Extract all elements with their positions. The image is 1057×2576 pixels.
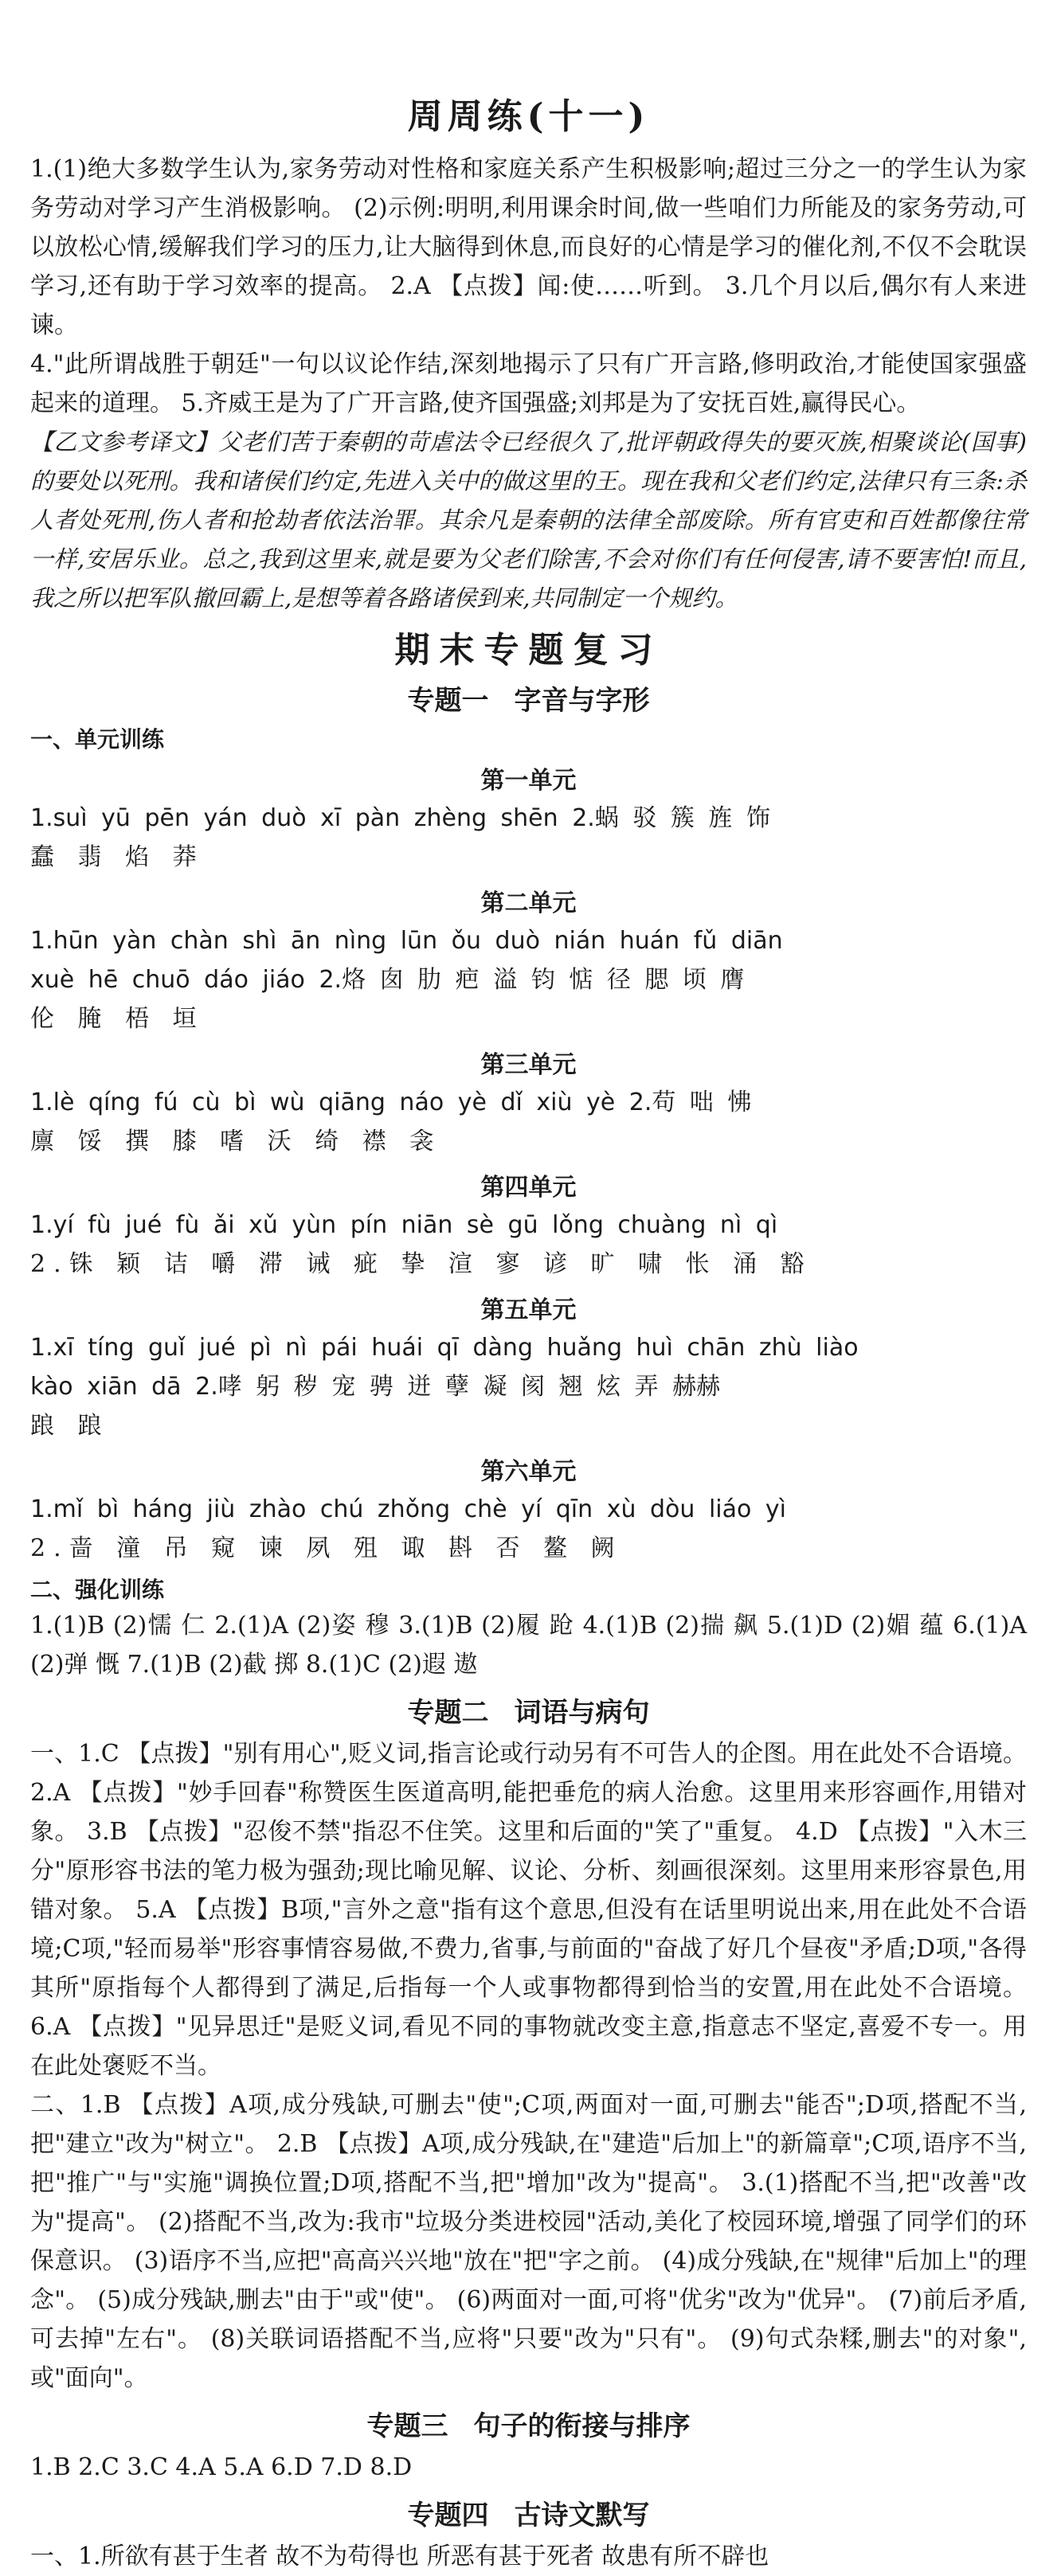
unit-pinyin-line: 1.hūn yàn chàn shì ān nìng lūn ǒu duò nián huán fǔ diān (30, 927, 783, 955)
unit-heading: 第四单元 (480, 1174, 577, 1202)
weekly-title: 周周练(十一) (407, 96, 650, 137)
unit-pinyin-line: kào xiān dā 2.哮 躬 秽 宠 骋 迸 孽 凝 阂 翘 炫 弄 赫赫 (30, 1373, 721, 1401)
unit-hanzi-line: 廪 馁 撰 膝 嗜 沃 绮 襟 衾 (30, 1128, 442, 1155)
unit-pinyin-line: 1.mǐ bì háng jiù zhào chú zhǒng chè yí qīn xù dòu liáo yì (30, 1495, 786, 1523)
topic-title: 字音与字形 (514, 685, 650, 717)
strengthen-answers: 1.(1)B (2)懦 仁 2.(1)A (2)姿 穆 3.(1)B (2)履 跄 4.(1)B (2)揣 飙 5.(1)D (2)媚 蕴 6.(1)A (2)弹 慨 7.(1)B (2)截 掷 8.(1)C (2)遐 遨 (30, 1612, 1027, 1679)
unit-pinyin-line: xuè hē chuō dáo jiáo 2.烙 囱 肋 疤 溢 钧 惦 径 腮 顷 膺 (30, 966, 745, 994)
topic-number: 专题二 (407, 1697, 489, 1729)
unit-heading: 第一单元 (480, 767, 577, 795)
translation-paragraph: 【乙文参考译文】父老们苦于秦朝的苛虐法令已经很久了,批评朝政得失的要灭族,相聚谈论(国事)的要处以死刑。我和诸侯们约定,先进入关中的做这里的王。现在我和父老们约定,法律只有三条:杀人者处死刑,伤人者和抢劫者依法治罪。其余凡是秦朝的法律全部废除。所有官吏和百姓都像往常一样,安居乐业。总之,我到这里来,就是要为父老们除害,不会对你们有任何侵害,请不要害怕!而且,我之所以把军队撤回霸上,是想等着各路诸侯到来,共同制定一个规约。 (30, 428, 1027, 612)
topic-title: 古诗文默写 (514, 2500, 650, 2531)
unit-pinyin-line: 1.lè qíng fú cù bì wù qiāng náo yè dǐ xiù yè 2.苟 咄 怫 (30, 1089, 752, 1116)
unit-heading: 第六单元 (480, 1458, 577, 1486)
unit-heading: 第三单元 (480, 1051, 577, 1079)
weekly-answer-paragraph: 1.(1)绝大多数学生认为,家务劳动对性格和家庭关系产生积极影响;超过三分之一的学生认为家务劳动对学习产生消极影响。 (2)示例:明明,利用课余时间,做一些咱们力所能及的家务劳动,可以放松心情,缓解我们学习的压力,让大脑得到休息,而良好的心情是学习的催化剂,不仅不会耽误学习,还有助于学习效率的提高。 2.A 【点拨】闻:使……听到。 3.几个月以后,偶尔有人来进谏。 (30, 155, 1027, 339)
unit-pinyin-line: 1.yí fù jué fù ǎi xǔ yùn pín niān sè gū lǒng chuàng nì qì (30, 1211, 778, 1239)
unit-hanzi-line: 2.啬 潼 吊 窥 谏 夙 殂 诹 斟 否 鳌 阙 (30, 1534, 623, 1562)
topic-title: 句子的衔接与排序 (473, 2410, 691, 2442)
exam-review-title: 期末专题复习 (394, 630, 663, 670)
unit-hanzi-line: 伦 腌 梧 垣 (30, 1005, 205, 1033)
topic-answer-paragraph: 一、1.C 【点拨】"别有用心",贬义词,指言论或行动另有不可告人的企图。用在此处不合语境。 2.A 【点拨】"妙手回春"称赞医生医道高明,能把垂危的病人治愈。这里用来形容画作,用错对象。 3.B 【点拨】"忍俊不禁"指忍不住笑。这里和后面的"笑了"重复。 4.D 【点拨】"入木三分"原形容书法的笔力极为强劲;现比喻见解、议论、分析、刻画很深刻。这里用来形容景色,用错对象。 5.A 【点拨】B项,"言外之意"指有这个意思,但没有在话里明说出来,用在此处不合语境;C项,"轻而易举"形容事情容易做,不费力,省事,与前面的"奋战了好几个昼夜"矛盾;D项,"各得其所"原指每个人都得到了满足,后指每一个人或事物都得到恰当的安置,用在此处不合语境。 6.A 【点拨】"见异思迁"是贬义词,看见不同的事物就改变主意,指意志不坚定,喜爱不专一。用在此处褒贬不当。 (30, 1740, 1027, 2080)
topic-heading (30, 2493, 1027, 2532)
unit-hanzi-line: 2.铢 颖 诘 嚼 滞 诫 疵 挚 渲 寥 谚 旷 啸 怅 涌 豁 (30, 1250, 812, 1278)
weekly-answer-paragraph: 4."此所谓战胜于朝廷"一句以议论作结,深刻地揭示了只有广开言路,修明政治,才能使国家强盛起来的道理。 5.齐威王是为了广开言路,使齐国强盛;刘邦是为了安抚百姓,赢得民心。 (30, 350, 1027, 417)
topic-number: 专题一 (407, 685, 489, 717)
section-heading: 二、强化训练 (30, 1577, 165, 1603)
topic-heading (30, 1691, 1027, 1730)
topic-answer-line: 一、1.所欲有甚于生者 故不为苟得也 所恶有甚于死者 故患有所不辟也 (30, 2543, 769, 2570)
topic-answer-line: 1.B 2.C 3.C 4.A 5.A 6.D 7.D 8.D (30, 2453, 413, 2481)
unit-heading: 第五单元 (480, 1296, 577, 1324)
topic-number: 专题四 (407, 2500, 489, 2531)
section-heading: 一、单元训练 (30, 726, 165, 752)
topic-heading (30, 2404, 1027, 2443)
unit-heading: 第二单元 (480, 889, 577, 917)
topic-title: 词语与病句 (514, 1697, 650, 1729)
unit-pinyin-line: 1.suì yū pēn yán duò xī pàn zhèng shēn 2.蜗 驳 簇 旌 饰 (30, 804, 770, 832)
topic-number: 专题三 (366, 2410, 448, 2442)
topic-answer-paragraph: 二、1.B 【点拨】A项,成分残缺,可删去"使";C项,两面对一面,可删去"能否";D项,搭配不当,把"建立"改为"树立"。 2.B 【点拨】A项,成分残缺,在"建造"后加上"的新篇章";C项,语序不当,把"推广"与"实施"调换位置;D项,搭配不当,把"增加"改为"提高"。 3.(1)搭配不当,把"改善"改为"提高"。 (2)搭配不当,改为:我市"垃圾分类进校园"活动,美化了校园环境,增强了同学们的环保意识。 (3)语序不当,应把"高高兴兴地"放在"把"字之前。 (4)成分残缺,在"规律"后加上"的理念"。 (5)成分残缺,删去"由于"或"使"。 (6)两面对一面,可将"优劣"改为"优异"。 (7)前后矛盾,可去掉"左右"。 (8)关联词语搭配不当,应将"只要"改为"只有"。 (9)句式杂糅,删去"的对象",或"面向"。 (30, 2091, 1027, 2392)
unit-hanzi-line: 蠢 翡 焰 莽 (30, 843, 205, 871)
unit-pinyin-line: 1.xī tíng guǐ jué pì nì pái huái qī dàng huǎng huì chān zhù liào (30, 1334, 859, 1362)
topic-heading (30, 678, 1027, 717)
unit-hanzi-line: 踉 踉 (30, 1412, 110, 1440)
